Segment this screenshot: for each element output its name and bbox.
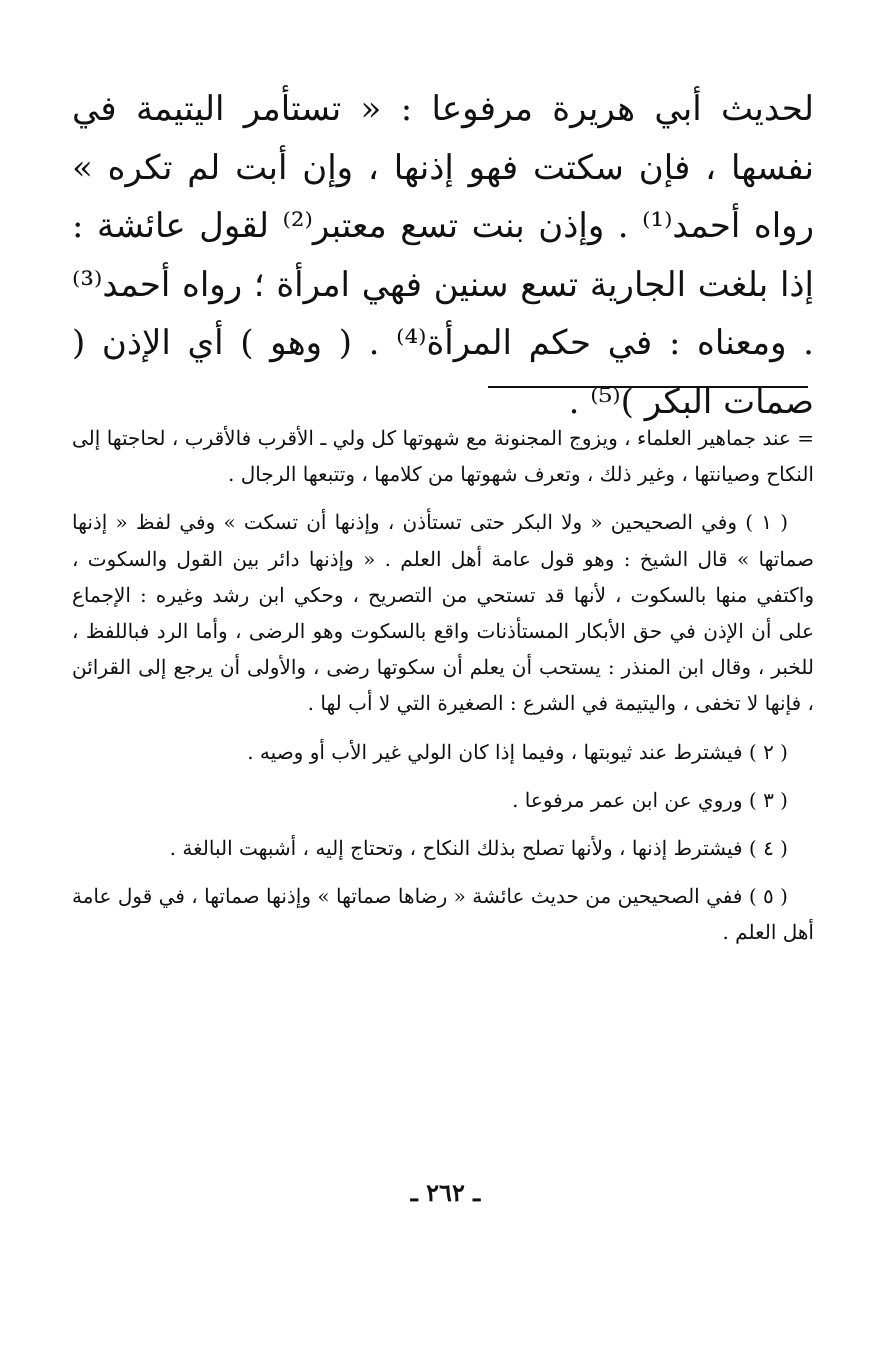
footnote-5: ( ٥ ) ففي الصحيحين من حديث عائشة « رضاها صماتها » وإذنها صماتها ، في قول عامة أهل العلم .	[72, 884, 814, 945]
main-text-block	[72, 80, 814, 431]
footnote-3: ( ٣ ) وروي عن ابن عمر مرفوعا .	[512, 787, 788, 812]
footnote-divider	[488, 386, 808, 388]
footnote-1: ( ١ ) وفي الصحيحين « ولا البكر حتى تستأذن ، وإذنها أن تسكت » وفي لفظ « إذنها صماتها » قال الشيخ : وهو قول عامة أهل العلم . « وإذنها دائر بين القول والسكوت ، واكتفي منها بالسكوت ، لأنها قد تستحي من التصريح ، وحكي ابن رشد وغيره : الإجماع على أن الإذن في حق الأبكار المستأذنات واقع بالسكوت وهو الرضى ، وأما الرد فباللفظ ، للخبر ، وقال ابن المنذر : يستحب أن يعلم أن سكوتها رضى ، والأولى أن يرجع إلى القرائن ، فإنها لا تخفى ، واليتيمة في الشرع : الصغيرة التي لا أب لها .	[72, 510, 814, 716]
footnotes-block	[72, 420, 814, 963]
footnote-4: ( ٤ ) فيشترط إذنها ، ولأنها تصلح بذلك النكاح ، وتحتاج إليه ، أشبهت البالغة .	[169, 836, 788, 861]
main-paragraph: لحديث أبي هريرة مرفوعا : « تستأمر اليتيمة في نفسها ، فإن سكتت فهو إذنها ، وإن أبت لم تكره » رواه أحمد⁽¹⁾ . وإذن بنت تسع معتبر⁽²⁾ لقول عائشة : إذا بلغت الجارية تسع سنين فهي امرأة ؛ رواه أحمد⁽³⁾ . ومعناه : في حكم المرأة⁽⁴⁾ . ( وهو ) أي الإذن ( صمات البكر )⁽⁵⁾ .	[72, 89, 814, 422]
footnote-continuation: = عند جماهير العلماء ، ويزوج المجنونة مع شهوتها كل ولي ـ الأقرب فالأقرب ، لحاجتها إلى النكاح وصيانتها ، وغير ذلك ، وتعرف شهوتها من كلامها ، وتتبعها الرجال .	[72, 426, 814, 487]
footnote-2: ( ٢ ) فيشترط عند ثيوبتها ، وفيما إذا كان الولي غير الأب أو وصيه .	[247, 739, 788, 764]
page-number: ـ ٢٦٢ ـ	[410, 1178, 481, 1207]
